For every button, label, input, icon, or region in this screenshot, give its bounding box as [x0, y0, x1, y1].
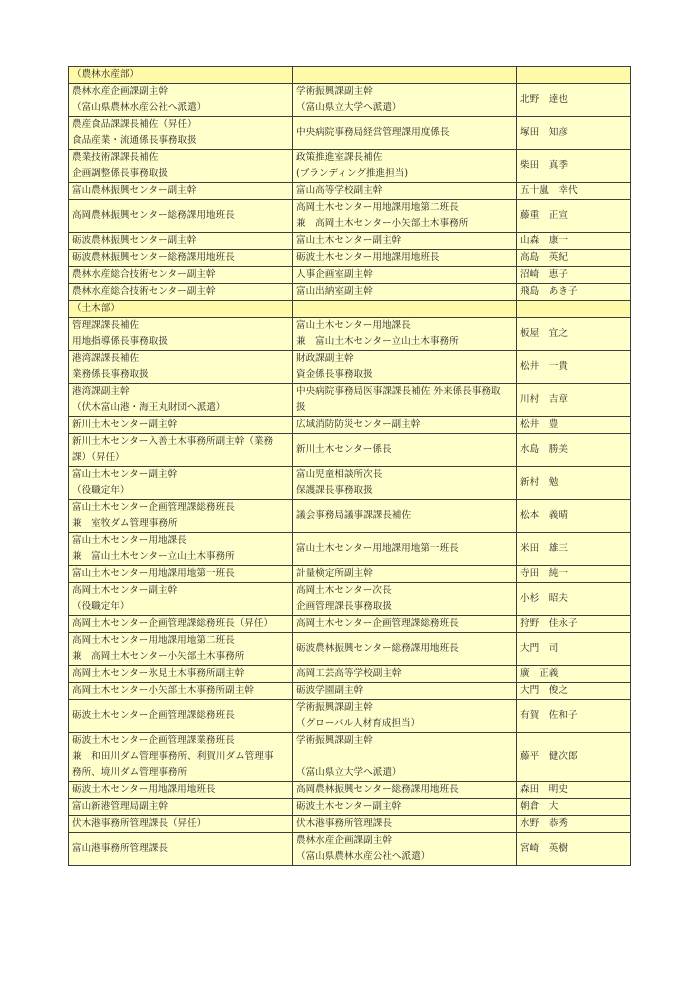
new-position — [293, 616, 517, 633]
previous-position — [69, 318, 293, 351]
new-position-line: 高岡工芸高等学校副主幹 — [296, 668, 402, 679]
table-row — [69, 500, 631, 533]
new-position-line: 砺波土木センター副主幹 — [296, 801, 402, 812]
new-position-line: 人事企画室副主幹 — [296, 269, 373, 280]
previous-position-line: 港湾課課長補佐 — [72, 353, 140, 364]
new-position — [293, 583, 517, 616]
table-row — [69, 616, 631, 633]
previous-position — [69, 434, 293, 467]
person-name: 高島 英紀 — [517, 250, 631, 267]
previous-position-line: 高岡農林振興センター総務課用地班長 — [72, 210, 235, 221]
new-position — [293, 150, 517, 183]
previous-position — [69, 583, 293, 616]
person-name: 有賀 佐和子 — [517, 700, 631, 733]
table-row — [69, 566, 631, 583]
table-row — [69, 117, 631, 150]
new-position-line: 富山児童相談所次長 — [296, 469, 383, 480]
new-position-line: 企画管理課長事務取扱 — [296, 601, 392, 612]
previous-position — [69, 633, 293, 666]
previous-position — [69, 733, 293, 782]
previous-position-line: 兼 高岡土木センター小矢部土木事務所 — [72, 651, 245, 662]
previous-position-line: 用地指導係長事務取扱 — [72, 336, 168, 347]
new-position-line: （グローバル人材育成担当） — [296, 718, 421, 729]
previous-position — [69, 799, 293, 816]
person-name: 寺田 純一 — [517, 566, 631, 583]
new-position-line: 新川土木センター係長 — [296, 444, 392, 455]
previous-position-line: （富山県農林水産公社へ派遣） — [72, 102, 207, 113]
previous-position-line: 食品産業・流通係長事務取扱 — [72, 135, 197, 146]
new-position-line: 高岡土木センター次長 — [296, 585, 392, 596]
table-row — [69, 267, 631, 284]
new-position-line: (ブランディング推進担当) — [296, 168, 409, 179]
new-position — [293, 816, 517, 833]
table-row — [69, 318, 631, 351]
previous-position-line: 業務係長事務取扱 — [72, 369, 149, 380]
new-position — [293, 700, 517, 733]
new-position-line: 中央病院事務局経営管理課用度係長 — [296, 127, 450, 138]
previous-position — [69, 150, 293, 183]
previous-position-line: 務所、境川ダム管理事務所 — [72, 767, 188, 778]
new-position-line: 学術振興課副主幹 — [296, 702, 373, 713]
previous-position-line: 課）（昇任） — [72, 452, 125, 463]
previous-position-line: 高岡土木センター氷見土木事務所副主幹 — [72, 668, 245, 679]
table-row — [69, 200, 631, 233]
section-title: （農林水産部） — [69, 67, 293, 84]
person-name: 小杉 昭夫 — [517, 583, 631, 616]
person-name: 山森 康一 — [517, 233, 631, 250]
section-empty-cell — [517, 301, 631, 318]
previous-position — [69, 183, 293, 200]
previous-position-line: （伏木富山港・海王丸財団へ派遣） — [72, 402, 226, 413]
previous-position — [69, 117, 293, 150]
section-empty-cell — [293, 67, 517, 84]
new-position — [293, 233, 517, 250]
person-name: 藤平 健次郎 — [517, 733, 631, 782]
previous-position — [69, 700, 293, 733]
previous-position-line: 砺波農林振興センター総務課用地班長 — [72, 252, 235, 263]
previous-position — [69, 351, 293, 384]
new-position-line: 中央病院事務局医事課課長補佐 外来係長事務取 — [296, 386, 501, 397]
table-row — [69, 583, 631, 616]
new-position-line: 保護課長事務取扱 — [296, 485, 373, 496]
previous-position-line: 新川土木センター副主幹 — [72, 419, 178, 430]
table-row — [69, 250, 631, 267]
new-position — [293, 84, 517, 117]
person-name: 松本 義晴 — [517, 500, 631, 533]
new-position — [293, 434, 517, 467]
new-position — [293, 284, 517, 301]
previous-position-line: 砺波農林振興センター副主幹 — [72, 235, 197, 246]
section-empty-cell — [517, 67, 631, 84]
new-position-line: 富山土木センター用地課長 — [296, 320, 411, 331]
new-position — [293, 733, 517, 782]
previous-position-line: 農林水産総合技術センター副主幹 — [72, 286, 216, 297]
person-name: 森田 明史 — [517, 782, 631, 799]
previous-position-line: 富山土木センター副主幹 — [72, 469, 178, 480]
new-position — [293, 633, 517, 666]
table-row — [69, 533, 631, 566]
table-row — [69, 434, 631, 467]
previous-position-line: 砺波土木センター用地課用地班長 — [72, 784, 216, 795]
person-name: 廣 正義 — [517, 666, 631, 683]
person-name: 五十嵐 幸代 — [517, 183, 631, 200]
new-position-line: 議会事務局議事課課長補佐 — [296, 510, 412, 521]
previous-position-line: 農林水産総合技術センター副主幹 — [72, 269, 216, 280]
previous-position — [69, 566, 293, 583]
previous-position — [69, 666, 293, 683]
previous-position-line: 兼 和田川ダム管理事務所、利賀川ダム管理事 — [72, 751, 274, 762]
previous-position — [69, 467, 293, 500]
new-position — [293, 566, 517, 583]
previous-position-line: 農産食品課課長補佐（昇任） — [72, 119, 197, 130]
new-position-line: 財政課副主幹 — [296, 353, 354, 364]
new-position-line: （富山県立大学へ派遣） — [296, 767, 402, 778]
new-position — [293, 200, 517, 233]
previous-position — [69, 284, 293, 301]
new-position — [293, 467, 517, 500]
previous-position-line: 兼 富山土木センター立山土木事務所 — [72, 551, 235, 562]
new-position-line: 兼 富山土木センター立山土木事務所 — [296, 336, 459, 347]
previous-position-line: 富山新港管理局副主幹 — [72, 801, 168, 812]
table-row — [69, 417, 631, 434]
new-position-line: 政策推進室課長補佐 — [296, 152, 383, 163]
previous-position — [69, 267, 293, 284]
previous-position — [69, 816, 293, 833]
previous-position — [69, 200, 293, 233]
previous-position — [69, 84, 293, 117]
table-row — [69, 833, 631, 866]
table-body — [69, 67, 631, 866]
new-position — [293, 683, 517, 700]
previous-position-line: 農林水産企画課副主幹 — [72, 86, 168, 97]
new-position-line: 兼 高岡土木センター小矢部土木事務所 — [296, 218, 469, 229]
new-position — [293, 533, 517, 566]
previous-position-line: 富山農林振興センター副主幹 — [72, 185, 197, 196]
new-position-line: 富山出納室副主幹 — [296, 286, 373, 297]
new-position — [293, 833, 517, 866]
person-name: 狩野 佳永子 — [517, 616, 631, 633]
new-position-line: 計量検定所副主幹 — [296, 568, 373, 579]
section-title: （土木部） — [69, 301, 293, 318]
new-position-line: 伏木港事務所管理課長 — [296, 818, 392, 829]
new-position-line: 高岡農林振興センター総務課用地班長 — [296, 784, 459, 795]
new-position-line: 砺波土木センター用地課用地班長 — [296, 252, 440, 263]
new-position-line: 砺波学園副主幹 — [296, 685, 364, 696]
new-position — [293, 250, 517, 267]
previous-position-line: 富山土木センター用地課長 — [72, 535, 187, 546]
previous-position-line: 富山港事務所管理課長 — [72, 843, 168, 854]
previous-position — [69, 616, 293, 633]
previous-position-line: 富山土木センター用地課用地第一班長 — [72, 568, 235, 579]
section-empty-cell — [293, 301, 517, 318]
new-position — [293, 666, 517, 683]
person-name: 沼崎 恵子 — [517, 267, 631, 284]
previous-position-line: 富山土木センター企画管理課総務班長 — [72, 502, 235, 513]
personnel-transfer-table — [68, 66, 631, 866]
previous-position-line: （役職定年） — [72, 485, 130, 496]
previous-position-line: 伏木港事務所管理課長（昇任） — [72, 818, 207, 829]
new-position-line: 扱 — [296, 402, 306, 413]
previous-position-line: 高岡土木センター副主幹 — [72, 585, 178, 596]
person-name: 藤重 正宣 — [517, 200, 631, 233]
new-position-line: 広域消防防災センター副主幹 — [296, 419, 421, 430]
previous-position-line: 高岡土木センター企画管理課総務班長（昇任） — [72, 618, 274, 629]
table-row — [69, 633, 631, 666]
person-name: 松井 一貴 — [517, 351, 631, 384]
previous-position — [69, 833, 293, 866]
person-name: 朝倉 大 — [517, 799, 631, 816]
person-name: 水島 勝美 — [517, 434, 631, 467]
person-name: 塚田 知彦 — [517, 117, 631, 150]
table-row — [69, 233, 631, 250]
new-position — [293, 351, 517, 384]
previous-position — [69, 384, 293, 417]
person-name: 大門 俊之 — [517, 683, 631, 700]
person-name: 川村 吉章 — [517, 384, 631, 417]
previous-position-line: 港湾課副主幹 — [72, 386, 130, 397]
table-row — [69, 84, 631, 117]
person-name: 米田 雄三 — [517, 533, 631, 566]
new-position-line: 学術振興課副主幹 — [296, 735, 373, 746]
previous-position-line: 企画調整係長事務取扱 — [72, 168, 168, 179]
previous-position-line: 砺波土木センター企画管理課総務班長 — [72, 710, 235, 721]
new-position-line: （富山県立大学へ派遣） — [296, 102, 402, 113]
new-position — [293, 799, 517, 816]
previous-position — [69, 417, 293, 434]
new-position-line: 砺波農林振興センター総務課用地班長 — [296, 643, 459, 654]
table-row — [69, 683, 631, 700]
new-position-line: 高岡土木センター用地課用地第二班長 — [296, 202, 459, 213]
person-name: 大門 司 — [517, 633, 631, 666]
person-name: 北野 達也 — [517, 84, 631, 117]
table-row — [69, 799, 631, 816]
person-name: 板屋 宜之 — [517, 318, 631, 351]
person-name: 松井 豊 — [517, 417, 631, 434]
previous-position — [69, 500, 293, 533]
section-header-row — [69, 301, 631, 318]
previous-position-line: 農業技術課課長補佐 — [72, 152, 159, 163]
new-position — [293, 117, 517, 150]
person-name: 宮崎 英樹 — [517, 833, 631, 866]
table-row — [69, 284, 631, 301]
previous-position — [69, 250, 293, 267]
table-row — [69, 700, 631, 733]
new-position — [293, 500, 517, 533]
previous-position-line: （役職定年） — [72, 601, 130, 612]
previous-position — [69, 233, 293, 250]
table-row — [69, 467, 631, 500]
previous-position-line: 管理課課長補佐 — [72, 320, 140, 331]
new-position-line: 学術振興課副主幹 — [296, 86, 373, 97]
new-position-line: 富山土木センター副主幹 — [296, 235, 402, 246]
person-name: 柴田 真季 — [517, 150, 631, 183]
new-position-line: 富山土木センター用地課用地第一班長 — [296, 543, 459, 554]
table-row — [69, 384, 631, 417]
new-position-line: 高岡土木センター企画管理課総務班長 — [296, 618, 459, 629]
table-row — [69, 816, 631, 833]
previous-position-line: 高岡土木センター小矢部土木事務所副主幹 — [72, 685, 254, 696]
personnel-table-sheet — [68, 66, 630, 866]
person-name: 水野 恭秀 — [517, 816, 631, 833]
previous-position — [69, 533, 293, 566]
new-position-line: 富山高等学校副主幹 — [296, 185, 383, 196]
new-position — [293, 782, 517, 799]
new-position-line — [296, 749, 513, 765]
section-header-row — [69, 67, 631, 84]
previous-position-line: 高岡土木センター用地課用地第二班長 — [72, 635, 235, 646]
table-row — [69, 666, 631, 683]
table-row — [69, 150, 631, 183]
new-position — [293, 267, 517, 284]
previous-position-line: 砺波土木センター企画管理課業務班長 — [72, 735, 235, 746]
person-name: 新村 勉 — [517, 467, 631, 500]
new-position-line: 資金係長事務取扱 — [296, 369, 373, 380]
previous-position-line: 兼 室牧ダム管理事務所 — [72, 518, 178, 529]
previous-position-line: 新川土木センター入善土木事務所副主幹（業務 — [72, 436, 274, 447]
new-position — [293, 417, 517, 434]
table-row — [69, 782, 631, 799]
new-position — [293, 384, 517, 417]
new-position-line: （富山県農林水産公社へ派遣） — [296, 851, 431, 862]
new-position — [293, 318, 517, 351]
previous-position — [69, 782, 293, 799]
table-row — [69, 733, 631, 782]
previous-position — [69, 683, 293, 700]
person-name: 飛島 あき子 — [517, 284, 631, 301]
table-row — [69, 183, 631, 200]
table-row — [69, 351, 631, 384]
new-position-line: 農林水産企画課副主幹 — [296, 835, 392, 846]
new-position — [293, 183, 517, 200]
